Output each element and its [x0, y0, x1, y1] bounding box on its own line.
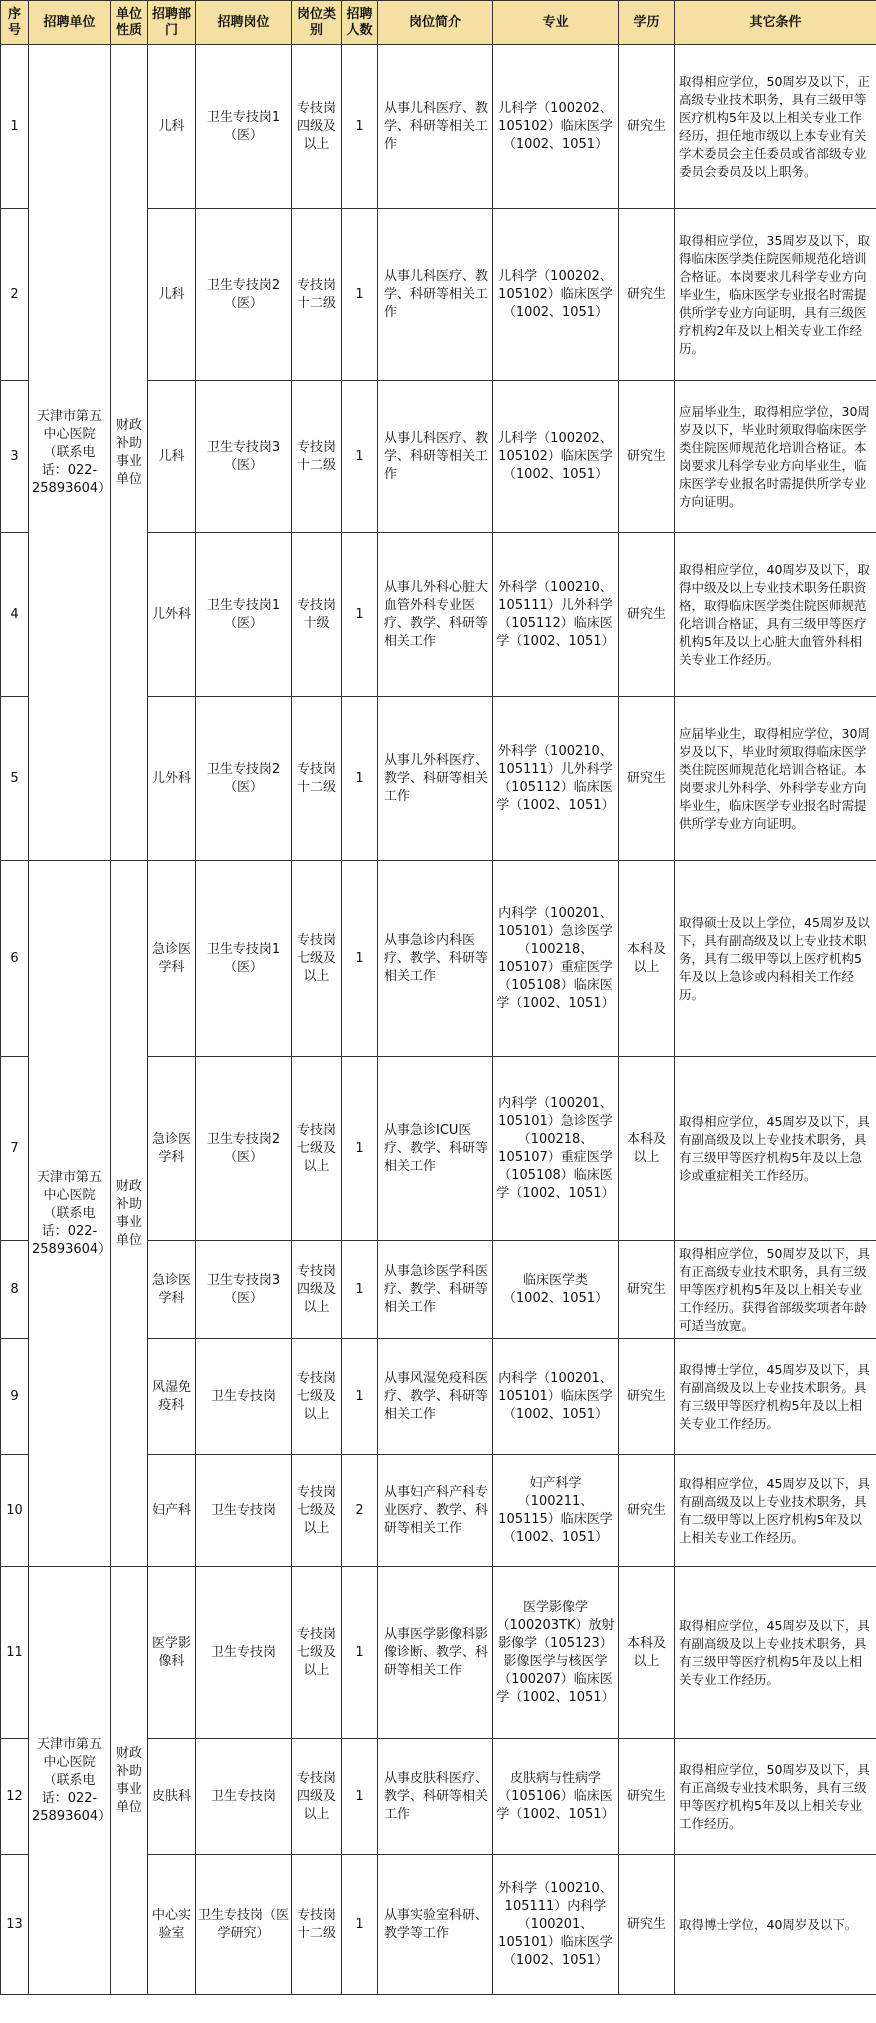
cell-seq: 13: [1, 1855, 29, 1995]
cell-count: 1: [342, 1855, 378, 1995]
cell-dept: 皮肤科: [148, 1739, 196, 1855]
cell-major: 外科学（100210、105111）儿外科学（105112）临床医学（1002、1051）: [493, 533, 619, 697]
cell-category: 专技岗七级及以上: [292, 1057, 342, 1241]
header-count: 招聘人数: [342, 1, 378, 45]
cell-category: 专技岗四级及以上: [292, 45, 342, 209]
cell-seq: 5: [1, 697, 29, 861]
cell-seq: 10: [1, 1455, 29, 1567]
cell-intro: 从事妇产科产科专业医疗、教学、科研等相关工作: [378, 1455, 493, 1567]
cell-edu: 研究生: [619, 1855, 675, 1995]
cell-dept: 风湿免疫科: [148, 1339, 196, 1455]
cell-other: 取得相应学位，45周岁及以下，具有副高级及以上专业技术职务，具有三级甲等医疗机构5年及以上急诊或重症相关工作经历。: [675, 1057, 876, 1241]
cell-dept: 儿科: [148, 381, 196, 533]
cell-edu: 研究生: [619, 209, 675, 381]
cell-category: 专技岗十二级: [292, 381, 342, 533]
cell-count: 1: [342, 1241, 378, 1339]
cell-intro: 从事儿外科心脏大血管外科专业医疗、教学、科研等相关工作: [378, 533, 493, 697]
cell-count: 1: [342, 1339, 378, 1455]
cell-intro: 从事风湿免疫科医疗、教学、科研等相关工作: [378, 1339, 493, 1455]
cell-seq: 4: [1, 533, 29, 697]
cell-dept: 妇产科: [148, 1455, 196, 1567]
cell-post: 卫生专技岗（医学研究）: [196, 1855, 292, 1995]
cell-seq: 8: [1, 1241, 29, 1339]
cell-dept: 中心实验室: [148, 1855, 196, 1995]
cell-major: 医学影像学（100203TK）放射影像学（105123）影像医学与核医学（100207）临床医学（1002、1051）: [493, 1567, 619, 1739]
cell-intro: 从事实验室科研、教学等工作: [378, 1855, 493, 1995]
table-row: [1, 1567, 876, 1739]
cell-major: 儿科学（100202、105102）临床医学（1002、1051）: [493, 381, 619, 533]
cell-nature: 财政补助事业单位: [111, 45, 148, 861]
cell-dept: 急诊医学科: [148, 1241, 196, 1339]
header-dept: 招聘部门: [148, 1, 196, 45]
cell-post: 卫生专技岗1（医）: [196, 45, 292, 209]
cell-post: 卫生专技岗1（医）: [196, 533, 292, 697]
header-other: 其它条件: [675, 1, 876, 45]
cell-major: 儿科学（100202、105102）临床医学（1002、1051）: [493, 45, 619, 209]
cell-post: 卫生专技岗1（医）: [196, 861, 292, 1057]
cell-dept: 医学影像科: [148, 1567, 196, 1739]
cell-other: 取得博士学位，40周岁及以下。: [675, 1855, 876, 1995]
cell-post: 卫生专技岗2（医）: [196, 697, 292, 861]
cell-post: 卫生专技岗2（医）: [196, 209, 292, 381]
cell-other: 取得相应学位，50周岁及以下，具有正高级专业技术职务，具有三级甲等医疗机构5年及以上相关专业工作经历。: [675, 1739, 876, 1855]
header-seq: 序号: [1, 1, 29, 45]
cell-other: 取得博士学位，45周岁及以下，具有副高级及以上专业技术职务。具有三级甲等医疗机构5年及以上相关专业工作经历。: [675, 1339, 876, 1455]
cell-intro: 从事急诊ICU医疗、教学、科研等相关工作: [378, 1057, 493, 1241]
cell-intro: 从事急诊医学科医疗、教学、科研等相关工作: [378, 1241, 493, 1339]
cell-intro: 从事急诊内科医疗、教学、科研等相关工作: [378, 861, 493, 1057]
cell-unit: 天津市第五中心医院（联系电话：022-25893604）: [29, 45, 111, 861]
cell-edu: 研究生: [619, 697, 675, 861]
cell-nature: 财政补助事业单位: [111, 861, 148, 1567]
cell-intro: 从事皮肤科医疗、教学、科研等相关工作: [378, 1739, 493, 1855]
cell-seq: 3: [1, 381, 29, 533]
header-major: 专业: [493, 1, 619, 45]
cell-other: 取得相应学位，50周岁及以下，正高级专业技术职务，具有三级甲等医疗机构5年及以上相关专业工作经历，担任地市级以上本专业有关学术委员会主任委员或省部级专业委员会委员及以上职务。: [675, 45, 876, 209]
cell-major: 外科学（100210、105111）内科学（100201、105101）临床医学（1002、1051）: [493, 1855, 619, 1995]
cell-dept: 急诊医学科: [148, 1057, 196, 1241]
cell-category: 专技岗七级及以上: [292, 1455, 342, 1567]
cell-count: 1: [342, 697, 378, 861]
cell-post: 卫生专技岗: [196, 1739, 292, 1855]
header-nature: 单位性质: [111, 1, 148, 45]
cell-count: 1: [342, 861, 378, 1057]
cell-nature: 财政补助事业单位: [111, 1567, 148, 1995]
cell-major: 内科学（100201、105101）急诊医学（100218、105107）重症医学（105108）临床医学（1002、1051）: [493, 1057, 619, 1241]
cell-other: 取得相应学位，35周岁及以下，取得临床医学类住院医师规范化培训合格证。本岗要求儿科学专业方向毕业生，临床医学专业报名时需提供所学专业方向证明，具有三级医疗机构2年及以上相关专业工作经历。: [675, 209, 876, 381]
cell-seq: 2: [1, 209, 29, 381]
cell-edu: 本科及以上: [619, 861, 675, 1057]
cell-seq: 11: [1, 1567, 29, 1739]
cell-count: 2: [342, 1455, 378, 1567]
cell-other: 应届毕业生，取得相应学位，30周岁及以下，毕业时须取得临床医学类住院医师规范化培训合格证。本岗要求儿外科学、外科学专业方向毕业生，临床医学专业报名时需提供所学专业方向证明。: [675, 697, 876, 861]
cell-major: 外科学（100210、105111）儿外科学（105112）临床医学（1002、1051）: [493, 697, 619, 861]
cell-edu: 本科及以上: [619, 1567, 675, 1739]
cell-post: 卫生专技岗2（医）: [196, 1057, 292, 1241]
cell-edu: 研究生: [619, 1241, 675, 1339]
cell-seq: 9: [1, 1339, 29, 1455]
cell-count: 1: [342, 45, 378, 209]
cell-category: 专技岗七级及以上: [292, 861, 342, 1057]
cell-count: 1: [342, 381, 378, 533]
cell-category: 专技岗十二级: [292, 1855, 342, 1995]
cell-other: 取得相应学位，40周岁及以下，取得中级及以上专业技术职务任职资格，取得临床医学类住院医师规范化培训合格证，具有三级甲等医疗机构5年及以上心脏大血管外科相关专业工作经历。: [675, 533, 876, 697]
cell-seq: 7: [1, 1057, 29, 1241]
cell-major: 内科学（100201、105101）急诊医学（100218、105107）重症医学（105108）临床医学（1002、1051）: [493, 861, 619, 1057]
cell-intro: 从事儿科医疗、教学、科研等相关工作: [378, 45, 493, 209]
cell-category: 专技岗十二级: [292, 209, 342, 381]
cell-seq: 1: [1, 45, 29, 209]
cell-edu: 本科及以上: [619, 1057, 675, 1241]
header-edu: 学历: [619, 1, 675, 45]
cell-seq: 12: [1, 1739, 29, 1855]
cell-major: 内科学（100201、105101）临床医学（1002、1051）: [493, 1339, 619, 1455]
cell-dept: 儿科: [148, 45, 196, 209]
cell-edu: 研究生: [619, 533, 675, 697]
cell-edu: 研究生: [619, 381, 675, 533]
cell-major: 临床医学类（1002、1051）: [493, 1241, 619, 1339]
cell-unit: 天津市第五中心医院（联系电话：022-25893604）: [29, 861, 111, 1567]
cell-major: 妇产科学（100211、105115）临床医学（1002、1051）: [493, 1455, 619, 1567]
cell-other: 取得相应学位，50周岁及以下，具有正高级专业技术职务，具有三级甲等医疗机构5年及以上相关专业工作经历。获得省部级奖项者年龄可适当放宽。: [675, 1241, 876, 1339]
header-intro: 岗位简介: [378, 1, 493, 45]
cell-dept: 儿外科: [148, 533, 196, 697]
cell-post: 卫生专技岗3（医）: [196, 381, 292, 533]
cell-count: 1: [342, 1739, 378, 1855]
cell-category: 专技岗四级及以上: [292, 1739, 342, 1855]
cell-unit: 天津市第五中心医院（联系电话：022-25893604）: [29, 1567, 111, 1995]
cell-count: 1: [342, 1057, 378, 1241]
header-post: 招聘岗位: [196, 1, 292, 45]
cell-post: 卫生专技岗: [196, 1567, 292, 1739]
cell-edu: 研究生: [619, 1455, 675, 1567]
cell-post: 卫生专技岗3（医）: [196, 1241, 292, 1339]
cell-category: 专技岗十二级: [292, 697, 342, 861]
cell-intro: 从事儿科医疗、教学、科研等相关工作: [378, 209, 493, 381]
table-body: [1, 45, 876, 1995]
cell-intro: 从事儿科医疗、教学、科研等相关工作: [378, 381, 493, 533]
cell-other: 取得相应学位，45周岁及以下，具有副高级及以上专业技术职务，具有二级甲等以上医疗机构5年及以上相关专业工作经历。: [675, 1455, 876, 1567]
header-category: 岗位类别: [292, 1, 342, 45]
cell-count: 1: [342, 209, 378, 381]
cell-category: 专技岗七级及以上: [292, 1339, 342, 1455]
cell-edu: 研究生: [619, 1339, 675, 1455]
cell-other: 取得硕士及以上学位，45周岁及以下，具有副高级及以上专业技术职务，具有二级甲等以上医疗机构5年及以上急诊或内科相关工作经历。: [675, 861, 876, 1057]
cell-post: 卫生专技岗: [196, 1455, 292, 1567]
table-row: [1, 861, 876, 1057]
cell-dept: 急诊医学科: [148, 861, 196, 1057]
cell-edu: 研究生: [619, 45, 675, 209]
cell-post: 卫生专技岗: [196, 1339, 292, 1455]
cell-intro: 从事医学影像科影像诊断、教学、科研等相关工作: [378, 1567, 493, 1739]
cell-category: 专技岗七级及以上: [292, 1567, 342, 1739]
cell-dept: 儿科: [148, 209, 196, 381]
cell-seq: 6: [1, 861, 29, 1057]
cell-major: 皮肤病与性病学（105106）临床医学（1002、1051）: [493, 1739, 619, 1855]
header-unit: 招聘单位: [29, 1, 111, 45]
cell-category: 专技岗四级及以上: [292, 1241, 342, 1339]
cell-dept: 儿外科: [148, 697, 196, 861]
cell-edu: 研究生: [619, 1739, 675, 1855]
cell-count: 1: [342, 1567, 378, 1739]
cell-other: 取得相应学位，45周岁及以下，具有副高级及以上专业技术职务，具有三级甲等医疗机构5年及以上相关专业工作经历。: [675, 1567, 876, 1739]
cell-category: 专技岗十级: [292, 533, 342, 697]
cell-other: 应届毕业生，取得相应学位，30周岁及以下，毕业时须取得临床医学类住院医师规范化培训合格证。本岗要求儿科学专业方向毕业生，临床医学专业报名时需提供所学专业方向证明。: [675, 381, 876, 533]
cell-major: 儿科学（100202、105102）临床医学（1002、1051）: [493, 209, 619, 381]
cell-count: 1: [342, 533, 378, 697]
table-row: [1, 45, 876, 209]
header-row: [1, 1, 876, 45]
cell-intro: 从事儿外科医疗、教学、科研等相关工作: [378, 697, 493, 861]
